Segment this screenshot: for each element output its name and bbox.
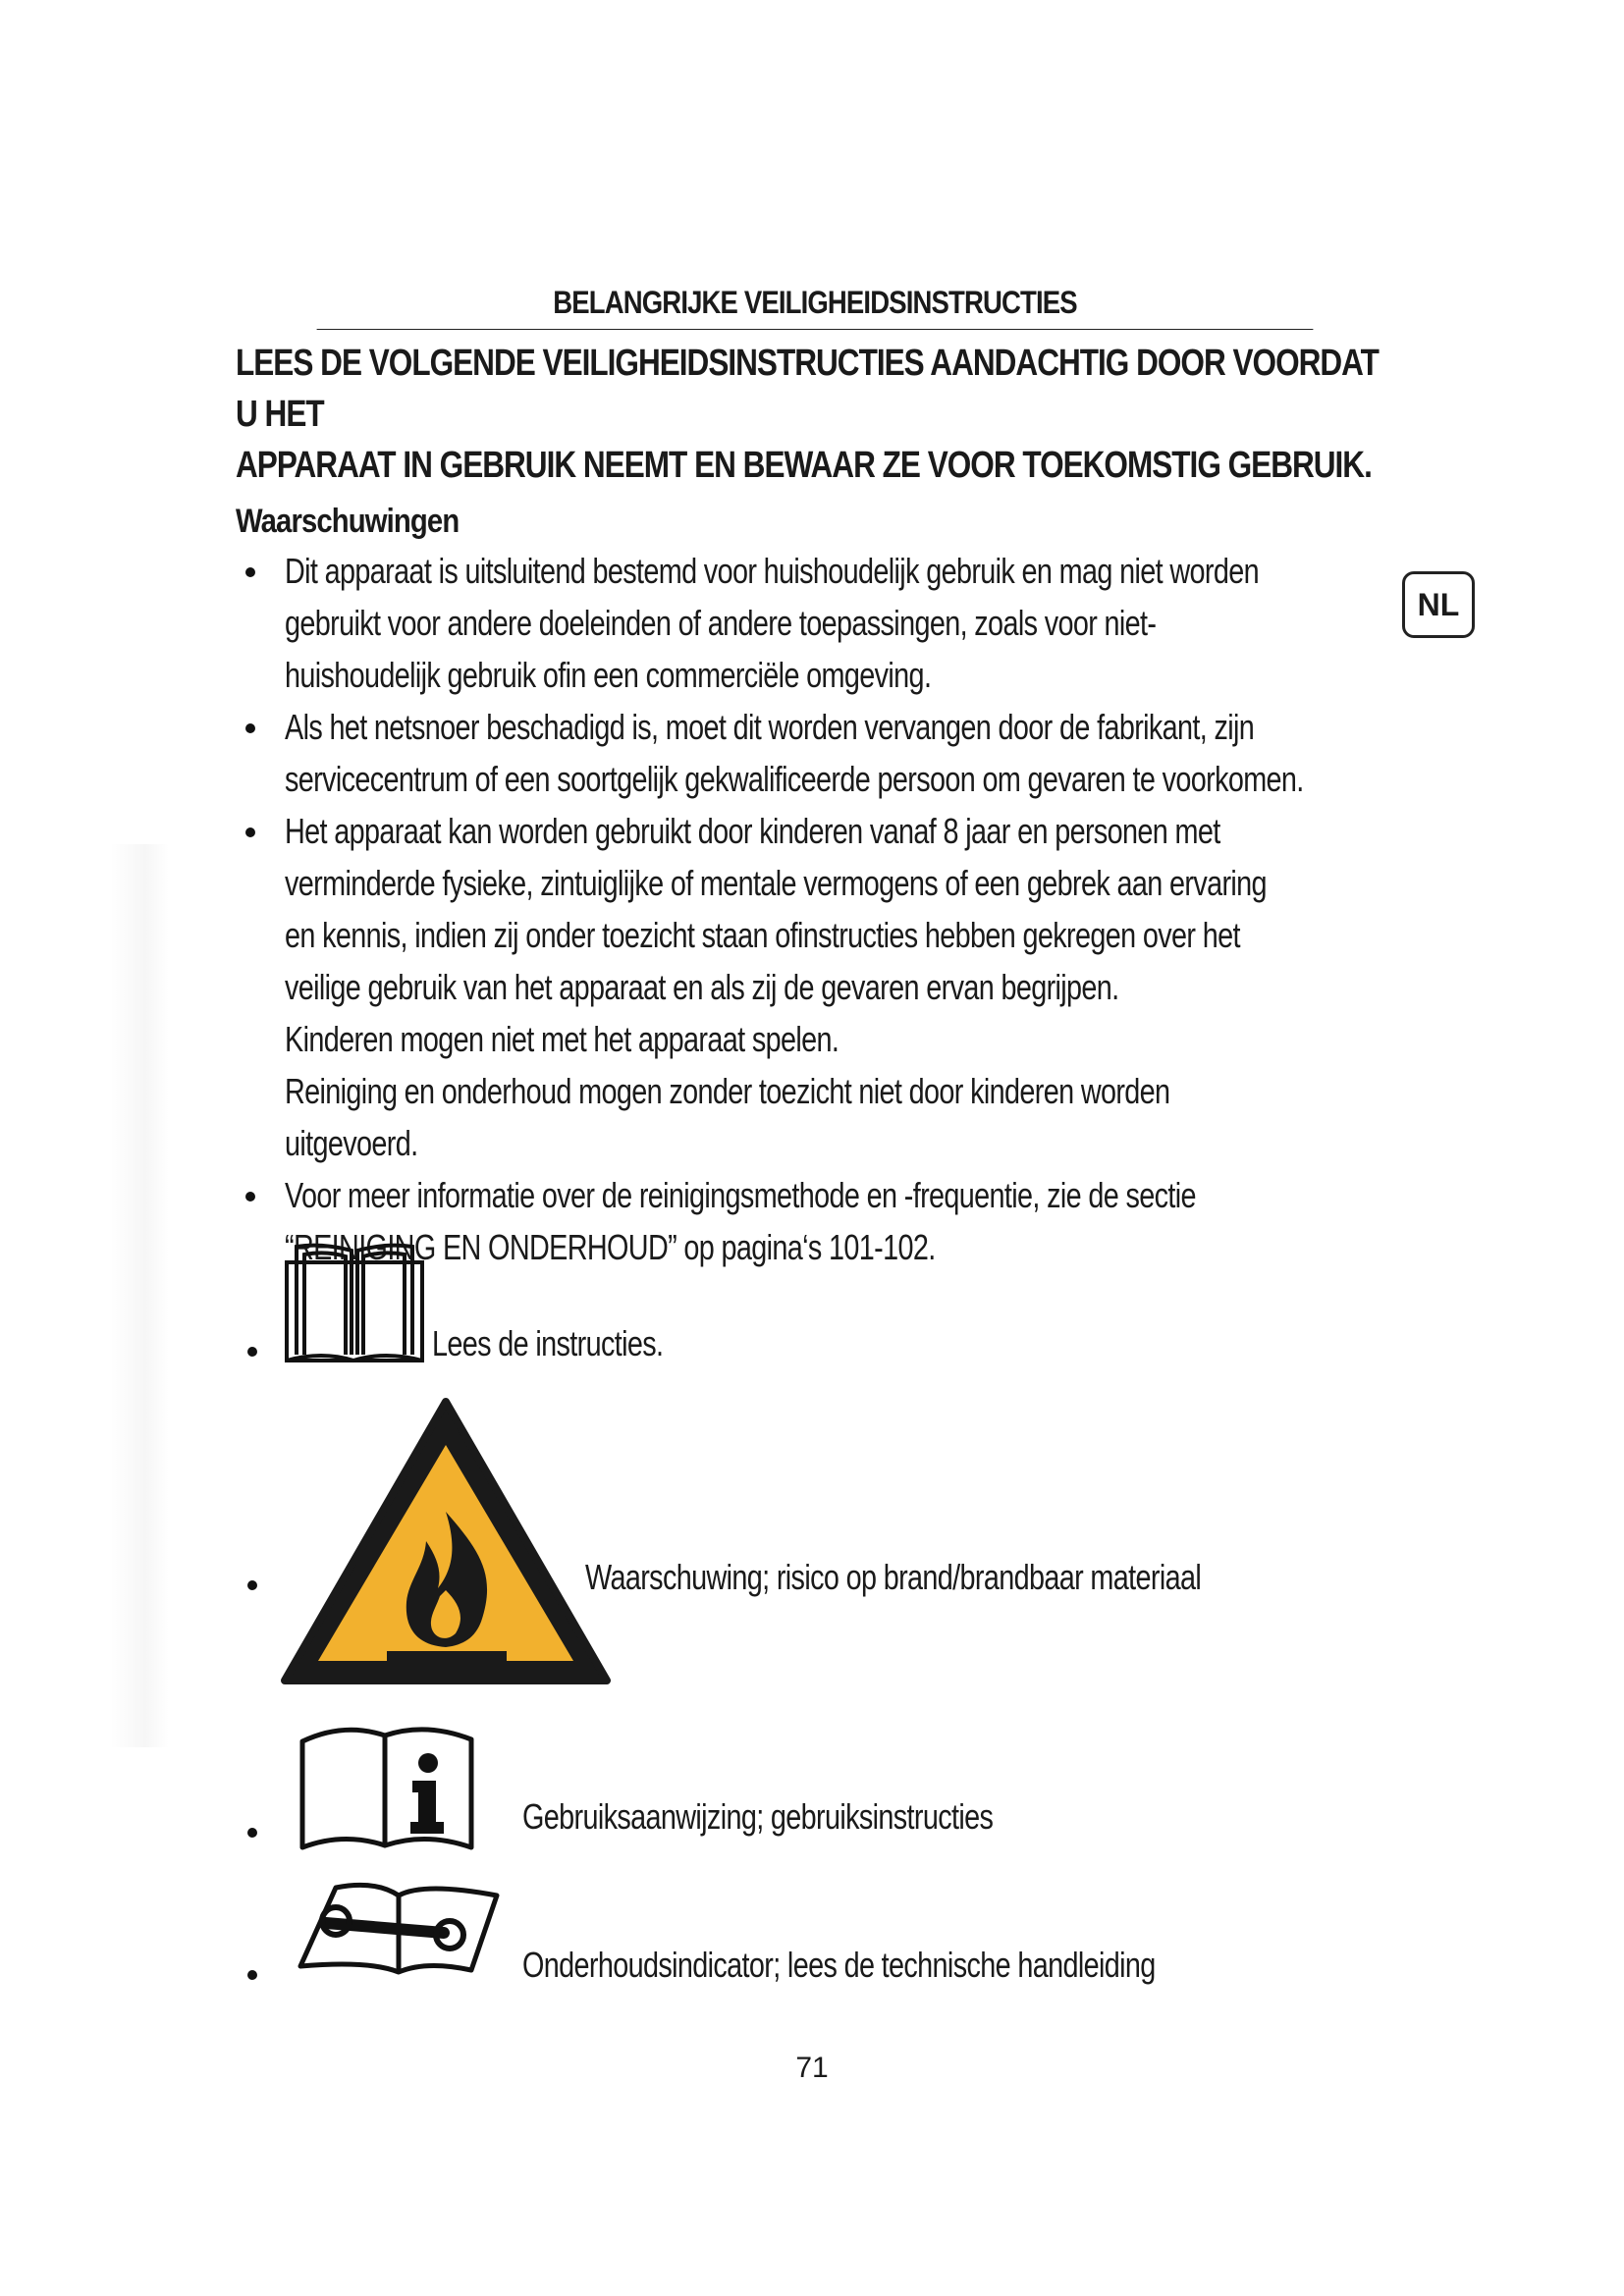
maintenance-manual-icon: [297, 1880, 503, 1978]
scan-shadow: [110, 844, 169, 1747]
warning-line: Het apparaat kan worden gebruikt door kinderen vanaf 8 jaar en personen met: [285, 811, 1220, 851]
safety-section: [236, 285, 1394, 1273]
warning-line: “REINIGING EN ONDERHOUD” op pagina‘s 101-102.: [285, 1227, 936, 1267]
page-title: BELANGRIJKE VEILIGHEIDSINSTRUCTIES: [317, 285, 1314, 330]
lead-warning: [236, 338, 1393, 491]
manual-info-icon: [295, 1718, 481, 1851]
bullet: [245, 828, 255, 837]
warning-line: Als het netsnoer beschadigd is, moet dit worden vervangen door de fabrikant, zijn: [285, 707, 1255, 747]
page-number: 71: [795, 2052, 829, 2084]
flammable-warning-icon: [279, 1394, 613, 1688]
warning-line: Dit apparaat is uitsluitend bestemd voor huishoudelijk gebruik en mag niet worden: [285, 551, 1259, 591]
bullet: [247, 1970, 257, 1980]
list-item: [236, 545, 1394, 701]
bullet: [245, 567, 255, 577]
bullet: [245, 1192, 255, 1201]
warning-line: Reiniging en onderhoud mogen zonder toezicht niet door kinderen worden: [285, 1071, 1170, 1111]
bullet: [247, 1828, 257, 1838]
section-subtitle: Waarschuwingen: [236, 503, 460, 540]
open-book-icon: [283, 1237, 426, 1368]
symbol-row-read-instructions: [236, 1237, 1414, 1374]
lead-line-1: LEES DE VOLGENDE VEILIGHEIDSINSTRUCTIES AANDACHTIG DOOR VOORDAT U HET: [236, 343, 1379, 435]
symbol-label: Gebruiksaanwijzing; gebruiksinstructies: [522, 1796, 994, 1837]
bullet: [245, 723, 255, 733]
symbol-label: Waarschuwing; risico op brand/brandbaar materiaal: [585, 1557, 1202, 1597]
warning-line: uitgevoerd.: [285, 1123, 418, 1163]
warning-line: servicecentrum of een soortgelijk gekwalificeerde persoon om gevaren te voorkomen.: [285, 759, 1304, 799]
symbol-row-maintenance: [236, 1880, 1414, 2007]
bullet: [247, 1347, 257, 1357]
list-item: [236, 805, 1394, 1169]
lead-line-2: APPARAAT IN GEBRUIK NEEMT EN BEWAAR ZE VOOR TOEKOMSTIG GEBRUIK.: [236, 445, 1372, 486]
warning-line: huishoudelijk gebruik ofin een commerciële omgeving.: [285, 655, 932, 695]
warning-line: Voor meer informatie over de reinigingsmethode en -frequentie, zie de sectie: [285, 1175, 1196, 1215]
warning-line: veilige gebruik van het apparaat en als zij de gevaren ervan begrijpen.: [285, 967, 1119, 1007]
symbol-label: Lees de instructies.: [432, 1323, 664, 1363]
list-item: [236, 701, 1394, 805]
warning-line: verminderde fysieke, zintuiglijke of mentale vermogens of een gebrek aan ervaring: [285, 863, 1267, 903]
warning-line: Kinderen mogen niet met het apparaat spelen.: [285, 1019, 839, 1059]
warning-line: gebruikt voor andere doeleinden of andere toepassingen, zoals voor niet-: [285, 603, 1157, 643]
language-badge: NL: [1402, 571, 1475, 638]
warnings-list: [236, 545, 1394, 1273]
symbol-row-flammable: [236, 1394, 1414, 1688]
symbol-row-manual: [236, 1718, 1414, 1855]
warning-line: en kennis, indien zij onder toezicht staan ofinstructies hebben gekregen over het: [285, 915, 1240, 955]
bullet: [247, 1580, 257, 1590]
symbol-label: Onderhoudsindicator; lees de technische handleiding: [522, 1945, 1156, 1985]
